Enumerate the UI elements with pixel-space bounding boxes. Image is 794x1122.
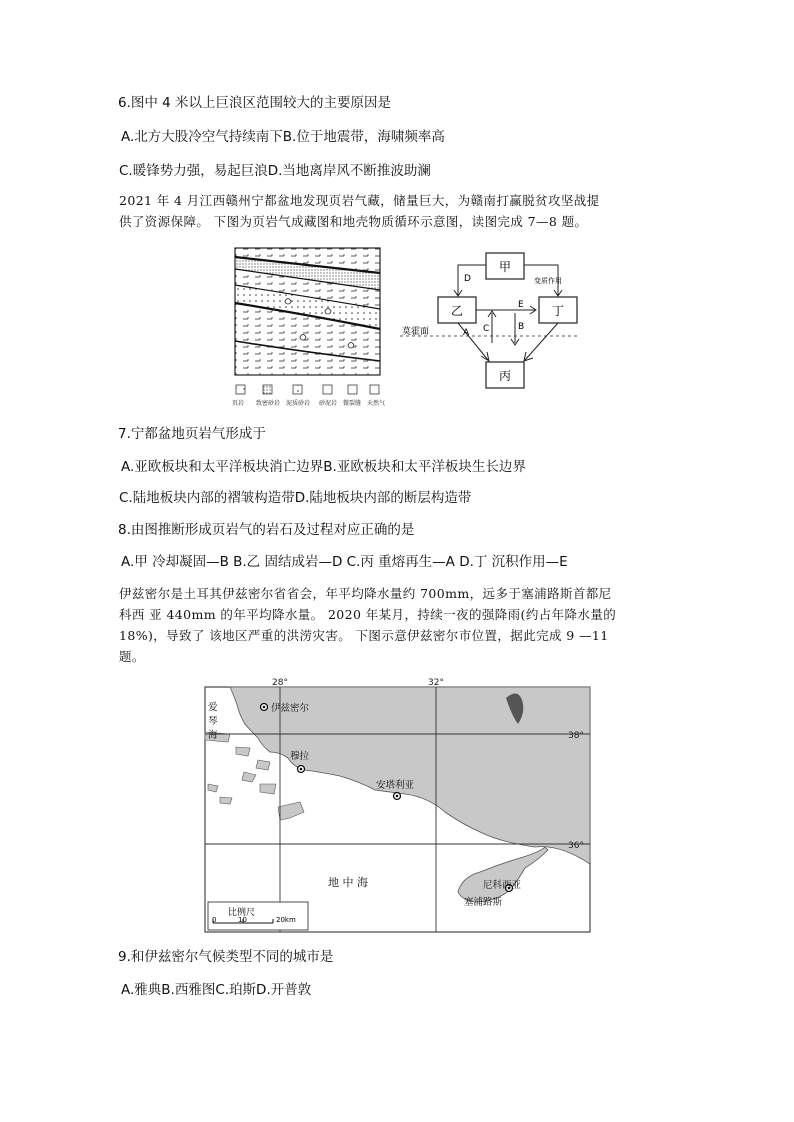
scale-0: 0	[212, 916, 217, 924]
map-scale-bar	[208, 902, 308, 930]
arrow-label-d: D	[464, 274, 471, 284]
legend-label-shale: 页岩	[232, 400, 245, 407]
aegean-label-1: 爱	[208, 702, 218, 713]
intro-9-11-line4: 题。	[119, 649, 145, 664]
intro-9-11	[119, 583, 679, 667]
aegean-label-3: 海	[208, 730, 218, 741]
legend-label-tight-sandstone: 致密砂岩	[256, 400, 281, 407]
q7-stem: 7.宁都盆地页岩气形成于	[118, 426, 266, 442]
q6-stem: 6.图中 4 米以上巨浪区范围较大的主要原因是	[118, 95, 392, 111]
latitude-36-label: 36°	[568, 841, 584, 851]
q9-stem: 9.和伊兹密尔气候类型不同的城市是	[118, 949, 334, 965]
intro-9-11-line2: 科西 亚 440mm 的年平均降水量。 2020 年某月，持续一夜的强降雨(约占年降水量的	[119, 607, 617, 622]
legend-label-sandy-mudstone: 砂泥岩	[319, 400, 338, 407]
legend-label-argillaceous-sandstone: 泥质砂岩	[286, 400, 311, 407]
scale-20km: 20km	[276, 916, 296, 924]
antalya-label: 安塔利亚	[376, 780, 415, 791]
rock-cycle-diagram	[400, 253, 580, 388]
q6-options-ab: A.北方大股冷空气持续南下B.位于地震带，海啸频率高	[121, 129, 445, 145]
q8-stem: 8.由图推断形成页岩气的岩石及过程对应正确的是	[118, 522, 415, 538]
box-jia: 甲	[498, 260, 512, 274]
metamorphism-label: 变质作用	[534, 277, 562, 285]
legend-label-microfracture: 微裂缝	[343, 400, 362, 407]
moho-label: 莫霍面	[402, 327, 430, 337]
latitude-38-label: 38°	[568, 731, 584, 741]
q7-options-ab: A.亚欧板块和太平洋板块消亡边界B.亚欧板块和太平洋板块生长边界	[121, 459, 526, 475]
legend-label-natural-gas: 天然气	[367, 400, 386, 407]
aegean-label-2: 琴	[208, 716, 218, 727]
q7-options-cd: C.陆地板块内部的褶皱构造带D.陆地板块内部的断层构造带	[119, 490, 472, 506]
scale-10: 10	[238, 916, 247, 924]
intro-7-8-line2: 供了资源保障。 下图为页岩气成藏图和地壳物质循环示意图，读图完成 7—8 题。	[119, 214, 588, 229]
box-ding: 丁	[551, 304, 565, 318]
map-izmir-location	[200, 672, 600, 934]
longitude-28-label: 28°	[272, 678, 288, 688]
nicosia-label: 尼科西亚	[483, 880, 522, 891]
box-bing: 丙	[498, 369, 512, 383]
box-yi: 乙	[450, 304, 464, 318]
q9-options: A.雅典B.西雅图C.珀斯D.开普敦	[121, 982, 312, 998]
q8-options: A.甲 冷却凝固—B B.乙 固结成岩—D C.丙 重熔再生—A D.丁 沉积作用—E	[121, 554, 568, 570]
arrow-label-a: A	[463, 328, 470, 338]
mugla-label: 穆拉	[290, 751, 310, 762]
arrow-label-e: E	[518, 300, 524, 310]
cyprus-label: 塞浦路斯	[464, 897, 503, 908]
longitude-32-label: 32°	[428, 678, 444, 688]
intro-7-8	[119, 190, 679, 232]
arrow-label-c: C	[483, 324, 490, 334]
intro-7-8-line1: 2021 年 4 月江西赣州宁都盆地发现页岩气藏，储量巨大，为赣南打赢脱贫攻坚战提	[119, 193, 600, 208]
strata-legend	[232, 385, 385, 407]
scale-title: 比例尺	[228, 908, 256, 918]
intro-9-11-line1: 伊兹密尔是土耳其伊兹密尔省省会，年平均降水量约 700mm，远多于塞浦路斯首都尼	[119, 586, 612, 601]
intro-9-11-line3: 18%)，导致了 该地区严重的洪涝灾害。 下图示意伊兹密尔市位置，据此完成 9 —11	[119, 628, 609, 643]
strata-cross-section	[235, 248, 380, 375]
q6-options-cd: C.暖锋势力强，易起巨浪D.当地离岸风不断推波助澜	[119, 163, 431, 179]
izmir-label: 伊兹密尔	[271, 703, 310, 714]
arrow-label-b: B	[518, 322, 525, 332]
mediterranean-label: 地 中 海	[328, 876, 368, 889]
figure-shale-gas-rock-cycle	[230, 245, 580, 410]
